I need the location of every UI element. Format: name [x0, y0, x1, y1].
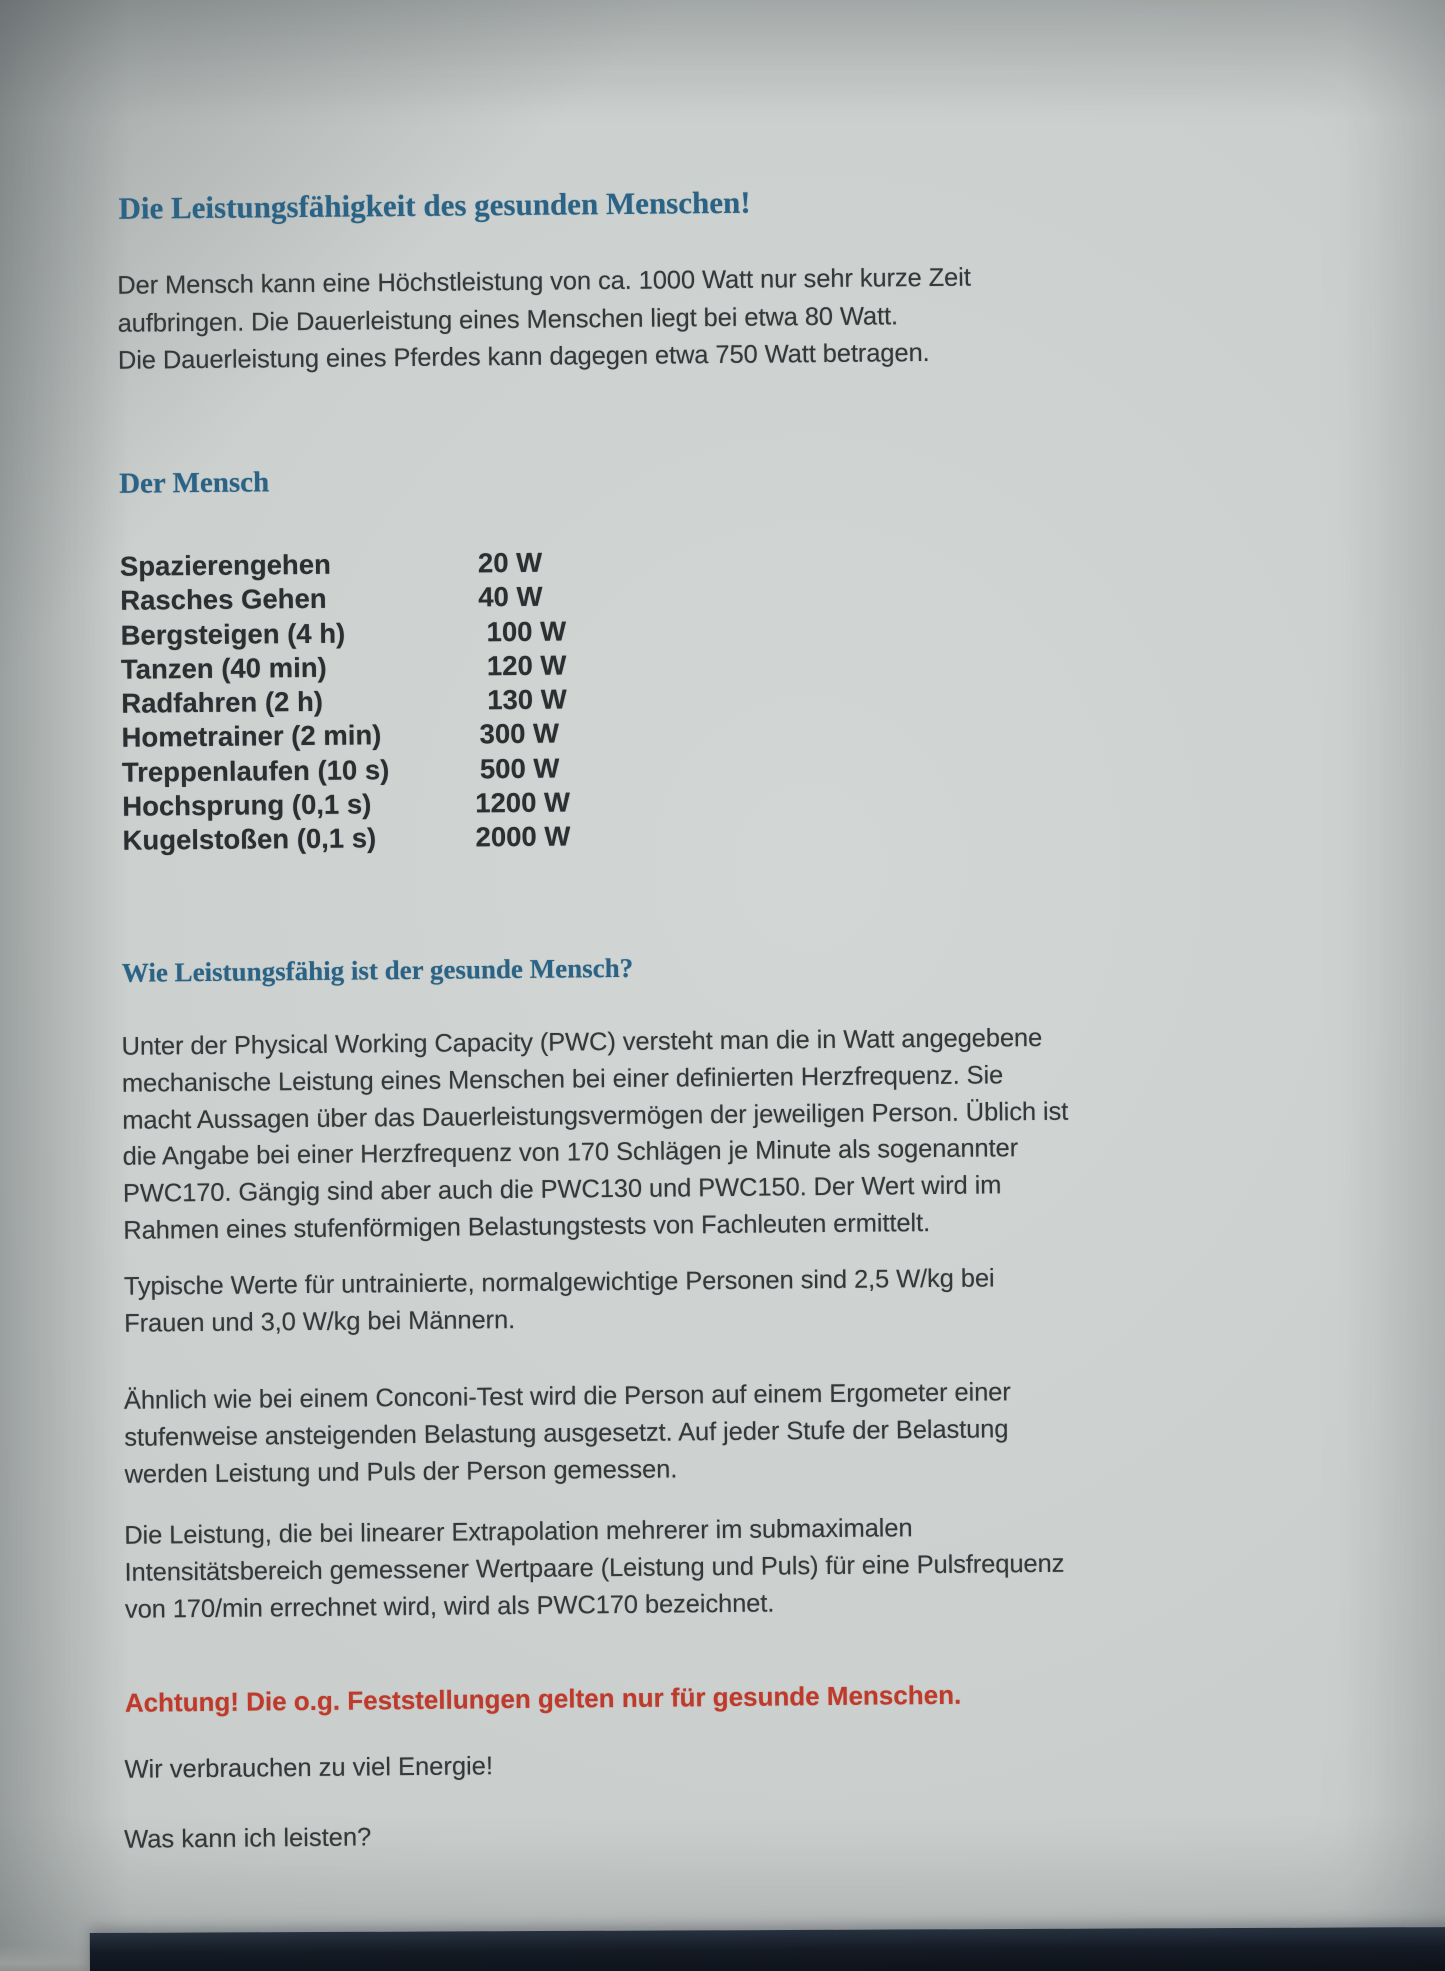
activity-label: Treppenlaufen (10 s) [121, 753, 390, 788]
closing-question-line: Was kann ich leisten? [124, 1823, 372, 1854]
activity-label: Hochsprung (0,1 s) [122, 788, 372, 822]
power-value: 130 W [487, 683, 567, 716]
warning-note: Achtung! Die o.g. Feststellungen gelten nur für gesunde Menschen. [124, 1679, 962, 1718]
power-value: 500 W [479, 752, 560, 785]
paragraph-conconi-test: Ähnlich wie bei einem Conconi-Test wird die Person auf einem Ergometer einer stufenweise ansteigenden Belastung ausgesetzt. Auf jeder Stufe der Belastung werden Leistung und Puls der Person gemessen. [123, 1378, 1011, 1489]
desk-surface-edge [90, 1927, 1445, 1971]
intro-paragraph: Der Mensch kann eine Höchstleistung von ca. 1000 Watt nur sehr kurze Zeit aufbringen. Die Dauerleistung eines Menschen liegt bei etwa 80 Watt. Die Dauerleistung eines Pferdes kann dagegen etwa 750 Watt betragen. [117, 263, 971, 375]
paper-bottom-left-edge [0, 1945, 96, 1971]
activity-label: Tanzen (40 min) [120, 651, 327, 685]
power-value: 40 W [478, 581, 543, 613]
power-value: 2000 W [475, 820, 571, 853]
activity-label: Spazierengehen [119, 548, 331, 582]
power-value: 100 W [486, 615, 567, 647]
paragraph-pwc-definition: Unter der Physical Working Capacity (PWC) versteht man die in Watt angegebene mechanische Leistung eines Menschen bei einer definierten Herzfrequenz. Sie macht Aussagen über das Dauerleistungsvermögen der jeweiligen Person. Üblich ist die Angabe bei einer Herzfrequenz von 170 Schlägen je Minute als sogenannter PWC170. Gängig sind aber auch die PWC130 und PWC150. Der Wert wird im Rahmen eines stufenförmigen Belastungstests von Fachleuten ermittelt. [121, 1023, 1069, 1245]
activity-label: Radfahren (2 h) [121, 686, 324, 719]
activity-label: Hometrainer (2 min) [121, 719, 382, 754]
activity-label: Bergsteigen (4 h) [120, 617, 346, 651]
activity-label: Rasches Gehen [120, 583, 327, 617]
section-heading-der-mensch: Der Mensch [119, 466, 270, 500]
power-value: 1200 W [475, 786, 571, 819]
activity-label: Kugelstoßen (0,1 s) [122, 822, 377, 857]
document-title: Die Leistungsfähigkeit des gesunden Menschen! [118, 184, 751, 226]
power-value: 120 W [486, 649, 567, 682]
paragraph-extrapolation: Die Leistung, die bei linearer Extrapolation mehrerer im submaximalen Intensitätsbereich gemessener Wertpaare (Leistung und Puls) für eine Pulsfrequenz von 170/min errechnet wird, wird als PWC170 bezeichnet. [124, 1514, 1065, 1624]
power-value: 300 W [479, 718, 560, 750]
power-value: 20 W [477, 546, 543, 579]
paragraph-typical-values: Typische Werte für untrainierte, normalgewichtige Personen sind 2,5 W/kg bei Frauen und 3,0 W/kg bei Männern. [123, 1264, 995, 1338]
activity-power-table [120, 543, 843, 859]
closing-energy-line: Wir verbrauchen zu viel Energie! [124, 1752, 494, 1784]
section-heading-pwc: Wie Leistungsfähig ist der gesunde Mensch? [121, 952, 634, 988]
table-row [122, 817, 842, 858]
